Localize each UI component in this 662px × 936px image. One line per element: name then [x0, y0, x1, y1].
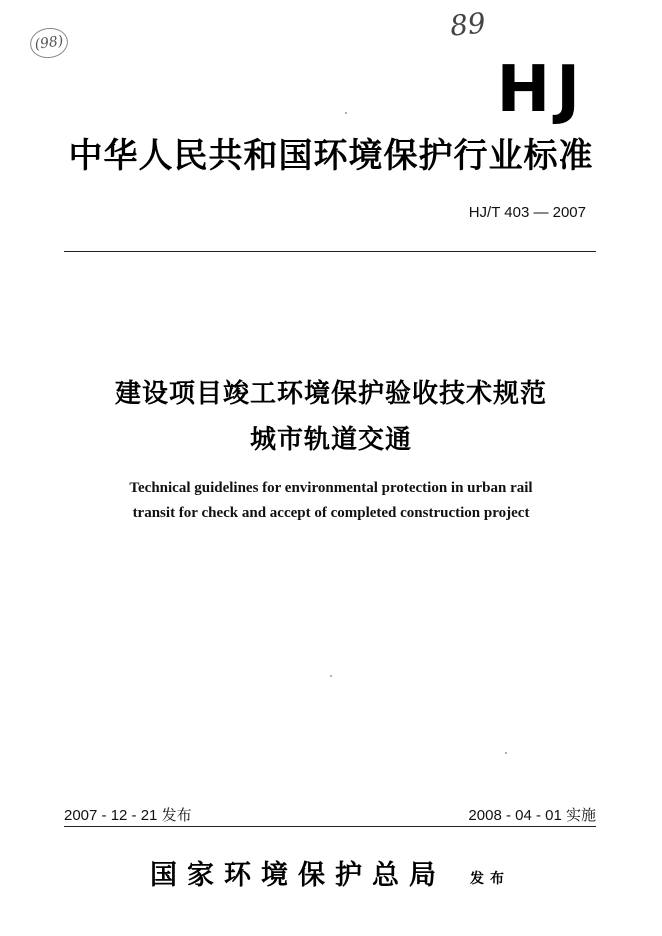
scan-speck [330, 675, 332, 677]
header-divider [64, 251, 596, 252]
publisher-action: 发布 [470, 871, 510, 887]
footer-divider [64, 826, 596, 827]
chinese-title-line-2: 城市轨道交通 [249, 425, 412, 455]
scan-speck [345, 112, 347, 114]
english-title [0, 476, 662, 526]
publisher-name: 国家环境保护总局 [150, 860, 446, 891]
chinese-title [0, 371, 662, 463]
chinese-title-line-1: 建设项目竣工环境保护验收技术规范 [114, 379, 547, 409]
english-title-line-2: transit for check and accept of completed construction project [132, 505, 530, 521]
implement-date: 2008 - 04 - 01 实施 [468, 807, 596, 824]
circled-handwritten-mark: (98) [28, 26, 70, 61]
handwritten-page-number: 89 [448, 6, 488, 43]
english-title-line-1: Technical guidelines for environmental protection in urban rail [129, 480, 533, 496]
issue-date: 2007 - 12 - 21 发布 [64, 807, 192, 824]
scan-speck [505, 752, 507, 754]
hj-logo: HJ [496, 53, 586, 127]
standard-code: HJ/T 403 — 2007 [468, 204, 586, 221]
standard-category-heading: 中华人民共和国环境保护行业标准 [68, 136, 594, 176]
